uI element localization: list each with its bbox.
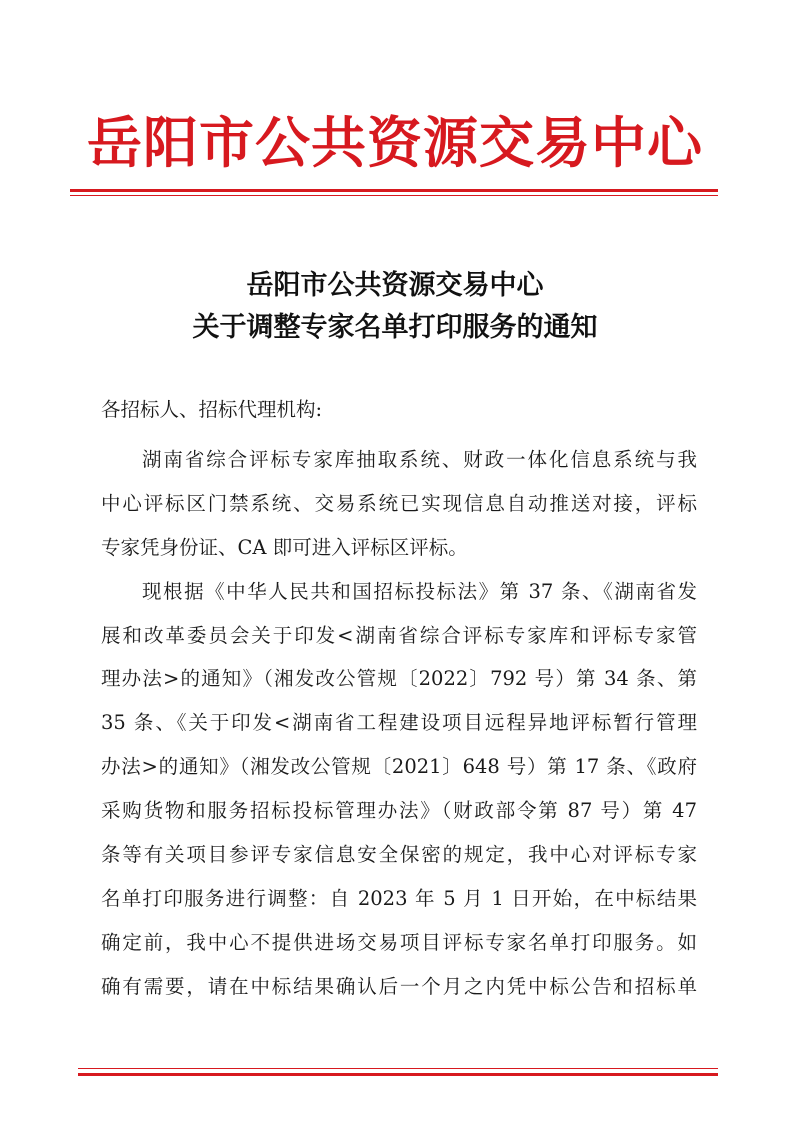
- body-line: 确有需要，请在中标结果确认后一个月之内凭中标公告和招标单: [101, 975, 697, 998]
- footer-rule-thin: [78, 1068, 718, 1069]
- body-line: 采购货物和服务招标投标管理办法》（财政部令第 87 号）第 47: [101, 799, 697, 822]
- body-line: 湖南省综合评标专家库抽取系统、财政一体化信息系统与我: [142, 448, 697, 471]
- body-line: 名单打印服务进行调整：自 2023 年 5 月 1 日开始，在中标结果: [101, 887, 697, 910]
- letterhead-rule-thick: [70, 189, 718, 192]
- notice-title-line-1: 岳阳市公共资源交易中心: [246, 270, 544, 301]
- footer-rule-thick: [78, 1073, 718, 1076]
- body-line: 理办法>的通知》（湘发改公管规〔2022〕792 号）第 34 条、第: [101, 667, 697, 690]
- body-line: 办法>的通知》（湘发改公管规〔2021〕648 号）第 17 条、《政府: [101, 755, 697, 778]
- body-line: 现根据《中华人民共和国招标投标法》第 37 条、《湖南省发: [142, 580, 697, 603]
- body-line: 展和改革委员会关于印发<湖南省综合评标专家库和评标专家管: [101, 624, 697, 647]
- body-line: 35 条、《关于印发<湖南省工程建设项目远程异地评标暂行管理: [101, 711, 697, 734]
- letterhead-title: 岳阳市公共资源交易中心: [86, 110, 703, 175]
- body-line: 条等有关项目参评专家信息安全保密的规定，我中心对评标专家: [101, 843, 697, 866]
- body-line: 中心评标区门禁系统、交易系统已实现信息自动推送对接，评标: [101, 492, 697, 515]
- salutation: 各招标人、招标代理机构:: [101, 398, 323, 421]
- body-line: 确定前，我中心不提供进场交易项目评标专家名单打印服务。如: [101, 931, 697, 954]
- letterhead-rule-thin: [70, 195, 718, 196]
- body-line: 专家凭身份证、CA 即可进入评标区评标。: [101, 536, 468, 559]
- notice-title-line-2: 关于调整专家名单打印服务的通知: [192, 312, 598, 343]
